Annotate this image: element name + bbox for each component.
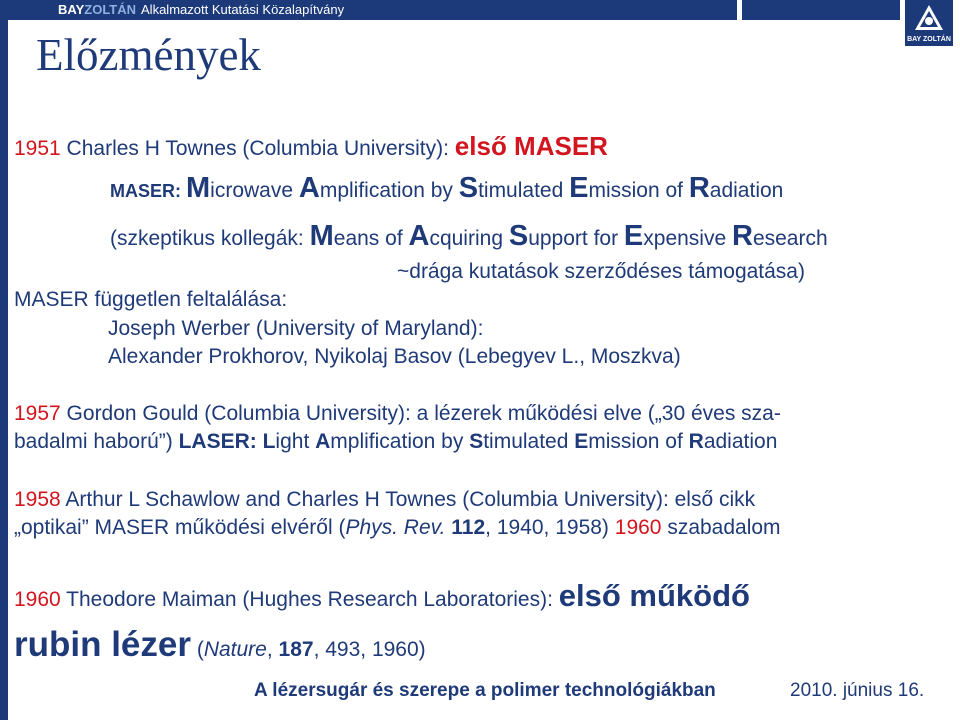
para2-line1: 1957 Gordon Gould (Columbia University): a lézerek működési elve („30 éves sza- — [14, 402, 781, 425]
footer-title: A lézersugár és szerepe a polimer technológiákban — [254, 680, 716, 701]
header-brand: BAYZOLTÁN Alkalmazott Kutatási Közalapítvány — [58, 2, 345, 17]
para2-line2: badalmi haború”) LASER: Light Amplification by Stimulated Emission of Radiation — [14, 430, 778, 453]
maser-acronym: MASER: Microwave Amplification by Stimulated Emission of Radiation — [110, 172, 784, 204]
independent-invention: MASER független feltalálása: — [14, 288, 288, 311]
bay-zoltan-logo-icon — [905, 0, 953, 46]
para1-line1: 1951 Charles H Townes (Columbia University): első MASER — [14, 131, 608, 161]
footer-date: 2010. június 16. — [790, 680, 925, 701]
logo-text: BAY ZOLTÁN — [907, 36, 951, 43]
left-accent-bar — [0, 0, 8, 720]
para3-line2: „optikai” MASER működési elvéről (Phys. Rev. 112, 1940, 1958) 1960 szabadalom — [14, 516, 781, 539]
header-org: Alkalmazott Kutatási Közalapítvány — [141, 2, 345, 17]
skeptic-acronym: (szkeptikus kollegák: Means of Acquiring Support for Expensive Research — [110, 220, 828, 252]
para3-line1: 1958 Arthur L Schawlow and Charles H Townes (Columbia University): első cikk — [14, 488, 756, 511]
inventor-prokhorov-basov: Alexander Prokhorov, Nyikolaj Basov (Lebegyev L., Moszkva) — [108, 345, 681, 368]
header-bar — [0, 0, 900, 20]
skeptic-note: ~drága kutatások szerződéses támogatása) — [397, 260, 805, 283]
para4-line2: rubin lézer (Nature, 187, 493, 1960) — [14, 625, 426, 664]
inventor-werber: Joseph Werber (University of Maryland): — [108, 317, 484, 340]
page-title: Előzmények — [36, 30, 261, 80]
para4-line1: 1960 Theodore Maiman (Hughes Research Laboratories): első működő — [14, 578, 750, 613]
header-divider — [737, 0, 742, 20]
